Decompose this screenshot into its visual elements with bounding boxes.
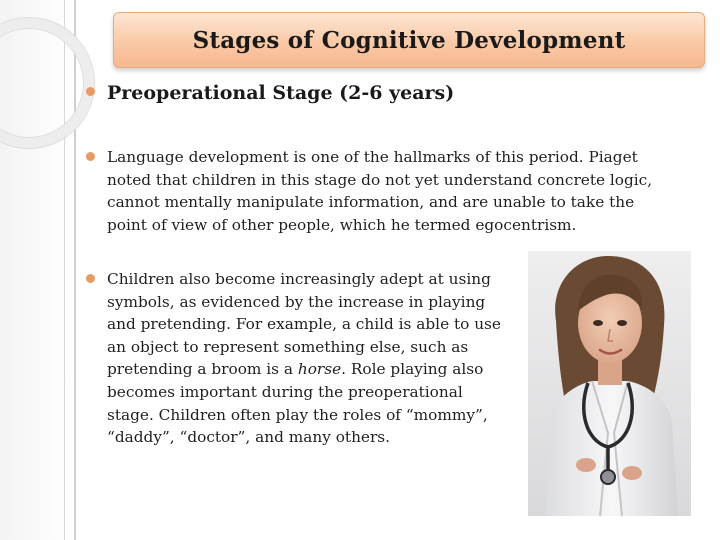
bullet-dot-icon bbox=[86, 87, 95, 96]
bullet-text-part: Children also become increasingly adept at using symbols, as evidenced by the increase in playing and pretending. For example, a child is able to use an object to represent something else, such as pretending a broom is a bbox=[107, 270, 501, 379]
left-frame bbox=[0, 0, 76, 540]
photo-illustration bbox=[528, 251, 691, 516]
bullet-text bbox=[107, 268, 505, 449]
decorative-circle-icon bbox=[0, 18, 94, 148]
bullet-item bbox=[86, 268, 526, 449]
bullet-text: Language development is one of the hallmarks of this period. Piaget noted that children in this stage do not yet understand concrete logic, cannot mentally manipulate information, and are unable to take the point of view of other people, which he termed egocentrism. bbox=[107, 148, 653, 234]
child-doctor-photo bbox=[528, 251, 691, 516]
bullet-text-part: . Role playing also becomes important during the preoperational stage. Children often play the roles of “mommy”, “daddy”, “doctor”, and many others. bbox=[107, 360, 488, 447]
heading-bullet bbox=[86, 82, 686, 104]
bullet-dot-icon bbox=[86, 274, 95, 283]
title-banner bbox=[113, 12, 705, 68]
stage-heading: Preoperational Stage (2-6 years) bbox=[107, 82, 455, 104]
emphasis-word: horse bbox=[297, 360, 342, 379]
bullet-dot-icon bbox=[86, 152, 95, 161]
slide-title: Stages of Cognitive Development bbox=[192, 26, 626, 54]
bullet-item bbox=[86, 146, 686, 236]
